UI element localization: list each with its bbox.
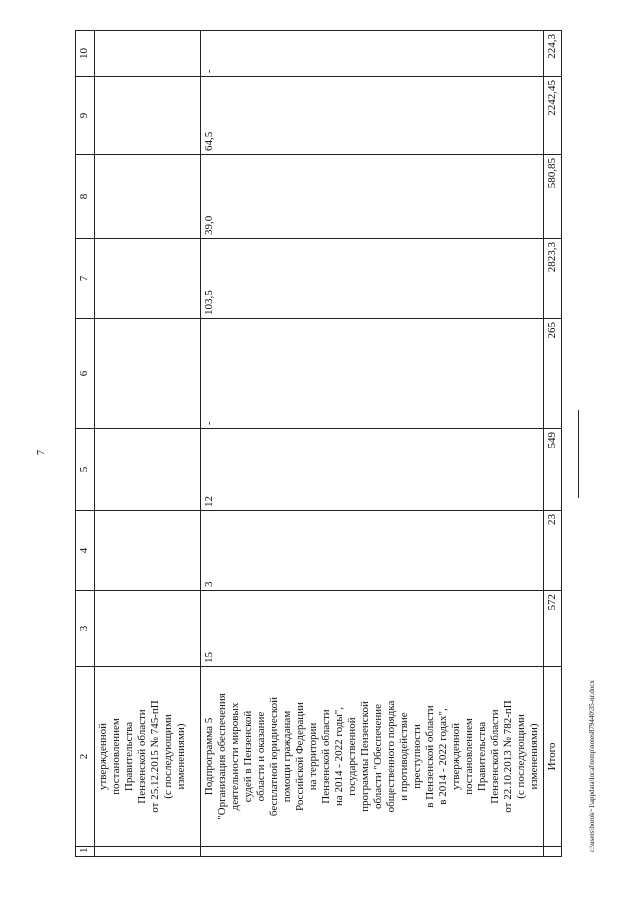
value-cell: 64,5 bbox=[201, 77, 544, 155]
column-header: 1 bbox=[76, 847, 95, 857]
name-line: деятельности мировых bbox=[229, 702, 241, 811]
table-cell bbox=[95, 31, 201, 77]
total-value: 2823,3 bbox=[544, 239, 562, 319]
value-cell: 39,0 bbox=[201, 155, 544, 239]
column-header: 5 bbox=[76, 429, 95, 511]
name-line: Правительства bbox=[476, 721, 488, 792]
total-row bbox=[544, 31, 562, 857]
value-cell: 12 bbox=[201, 429, 544, 511]
total-value: 580,85 bbox=[544, 155, 562, 239]
name-line: "Организация обеспечения bbox=[216, 693, 228, 820]
column-header: 10 bbox=[76, 31, 95, 77]
column-header: 2 bbox=[76, 667, 95, 847]
name-line: государственной bbox=[346, 717, 358, 796]
name-line: общественного порядка bbox=[385, 700, 397, 813]
name-line: от 25.12.2015 № 745-пП bbox=[149, 700, 161, 813]
table-cell bbox=[95, 847, 201, 857]
name-line: бесплатной юридической bbox=[268, 696, 280, 817]
name-line: Российской Федерации bbox=[294, 702, 306, 811]
column-header: 7 bbox=[76, 239, 95, 319]
table-cell bbox=[201, 847, 544, 857]
budget-table bbox=[75, 30, 562, 857]
name-line: от 22.10.2013 № 782-пП bbox=[502, 700, 514, 813]
name-line: программы Пензенской bbox=[359, 701, 371, 812]
table-cell bbox=[95, 155, 201, 239]
column-header: 3 bbox=[76, 591, 95, 667]
name-line: на территории bbox=[307, 722, 319, 791]
total-value: 224,3 bbox=[544, 31, 562, 77]
row-name-cell bbox=[201, 667, 544, 847]
name-line: преступности bbox=[411, 724, 423, 789]
name-line: в 2014 - 2022 годах", bbox=[437, 708, 449, 805]
table-row bbox=[95, 31, 201, 857]
column-header: 6 bbox=[76, 319, 95, 429]
total-label: Итого bbox=[544, 667, 562, 847]
total-value: 572 bbox=[544, 591, 562, 667]
name-line: утвержденной bbox=[97, 722, 109, 791]
table-cell bbox=[95, 511, 201, 591]
table-cell bbox=[95, 239, 201, 319]
name-line: судей в Пензенской bbox=[242, 710, 254, 803]
row-name-cell bbox=[95, 667, 201, 847]
name-line: Пензенской области bbox=[320, 709, 332, 804]
budget-table-container bbox=[75, 31, 558, 857]
table-cell bbox=[95, 77, 201, 155]
value-cell: 15 bbox=[201, 591, 544, 667]
name-line: постановлением bbox=[463, 718, 475, 795]
name-line: на 2014 - 2022 годы", bbox=[333, 706, 345, 807]
name-line: (с последующими bbox=[162, 714, 174, 799]
total-value: 549 bbox=[544, 429, 562, 511]
total-value: 2242,45 bbox=[544, 77, 562, 155]
separator-line bbox=[578, 410, 579, 498]
value-cell: - bbox=[201, 319, 544, 429]
name-line: изменениями) bbox=[175, 723, 187, 790]
table-row bbox=[201, 31, 544, 857]
value-cell: 3 bbox=[201, 511, 544, 591]
column-header: 4 bbox=[76, 511, 95, 591]
name-line: области "Обеспечение bbox=[372, 704, 384, 810]
name-line: Подпрограмма 5 bbox=[203, 717, 215, 796]
table-cell bbox=[544, 847, 562, 857]
column-header: 8 bbox=[76, 155, 95, 239]
footer-file-path: c:\users\borok~1\appdata\local\temp\notes879440\35-nr.docx bbox=[588, 680, 596, 852]
column-header-row bbox=[76, 31, 95, 857]
value-cell: - bbox=[201, 31, 544, 77]
table-cell bbox=[95, 429, 201, 511]
name-line: Пензенской области bbox=[136, 709, 148, 804]
name-line: изменениями) bbox=[528, 723, 540, 790]
total-value: 23 bbox=[544, 511, 562, 591]
name-line: Правительства bbox=[123, 721, 135, 792]
name-line: области и оказание bbox=[255, 711, 267, 802]
name-line: (с последующими bbox=[515, 714, 527, 799]
total-value: 265 bbox=[544, 319, 562, 429]
name-line: постановлением bbox=[110, 718, 122, 795]
value-cell: 103,5 bbox=[201, 239, 544, 319]
name-line: и противодействие bbox=[398, 712, 410, 801]
name-line: утвержденной bbox=[450, 722, 462, 791]
column-header: 9 bbox=[76, 77, 95, 155]
table-cell bbox=[95, 591, 201, 667]
name-line: в Пензенской области bbox=[424, 705, 436, 808]
page-number: 7 bbox=[36, 450, 47, 455]
name-line: Пензенской области bbox=[489, 709, 501, 804]
table-cell bbox=[95, 319, 201, 429]
name-line: помощи гражданам bbox=[281, 710, 293, 803]
